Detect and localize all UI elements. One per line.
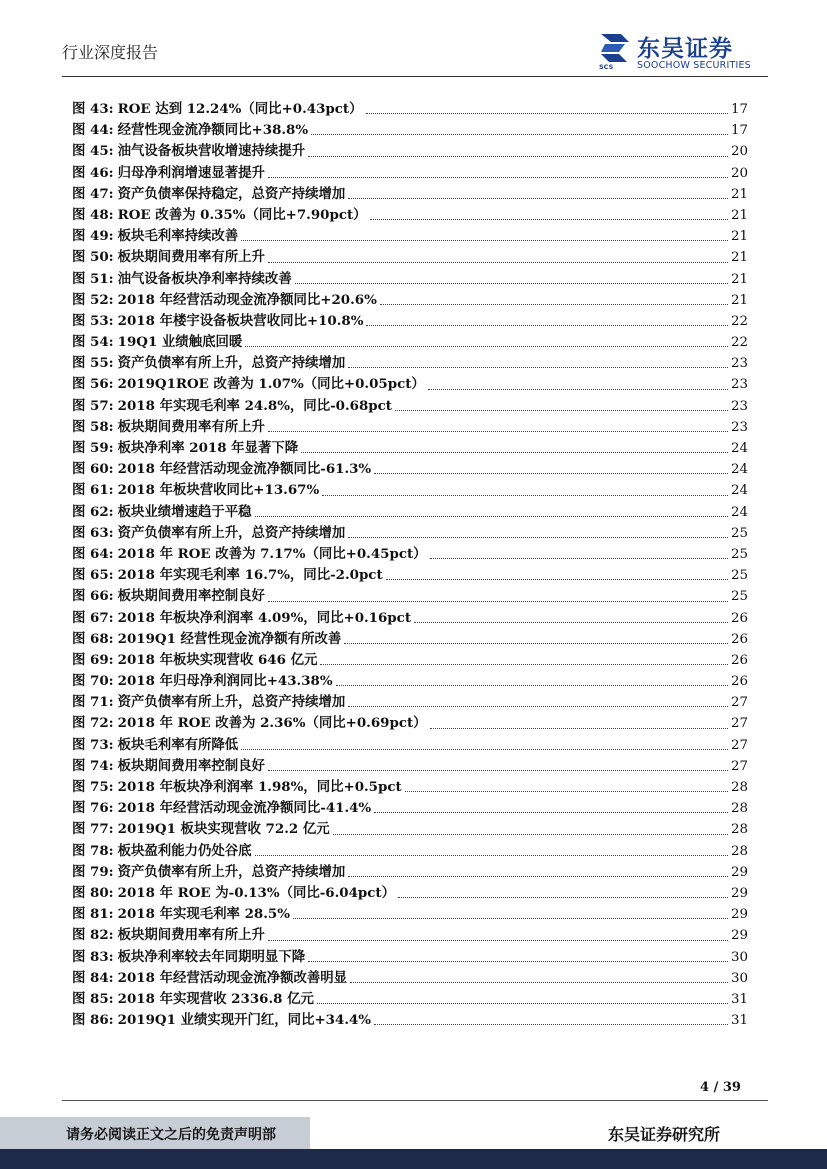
- toc-leader-dots: [255, 515, 728, 517]
- toc-leader-dots: [348, 705, 728, 707]
- toc-entry[interactable]: [72, 98, 748, 119]
- toc-page-number: 28: [730, 843, 748, 859]
- brand-logo: [597, 30, 767, 74]
- toc-entry[interactable]: [72, 755, 748, 776]
- toc-figure-title: 2018 年实现毛利率 16.7%，同比-2.0pct: [117, 567, 383, 584]
- toc-page-number: 24: [730, 441, 748, 456]
- toc-figure-number: 图 76:: [72, 800, 114, 817]
- toc-figure-number: 图 57:: [72, 397, 114, 414]
- toc-figure-title: 2018 年 ROE 为-0.13%（同比-6.04pct）: [117, 884, 396, 901]
- toc-page-number: 23: [730, 419, 748, 435]
- toc-entry[interactable]: [72, 818, 748, 839]
- toc-page-number: 23: [730, 356, 748, 372]
- toc-entry[interactable]: [72, 691, 748, 712]
- disclaimer-note: 请务必阅读正文之后的免责声明部: [66, 1127, 276, 1143]
- toc-figure-title: 板块毛利率持续改善: [117, 228, 239, 245]
- toc-page-number: 24: [730, 483, 748, 499]
- toc-figure-number: 图 51:: [72, 270, 114, 287]
- toc-entry[interactable]: [72, 924, 748, 945]
- toc-leader-dots: [395, 409, 728, 411]
- toc-entry[interactable]: [72, 882, 748, 903]
- toc-figure-title: 资产负债率保持稳定，总资产持续增加: [117, 185, 346, 202]
- bottom-band: [0, 1149, 827, 1169]
- toc-figure-number: 图 53:: [72, 312, 114, 329]
- toc-leader-dots: [348, 536, 728, 538]
- toc-figure-number: 图 68:: [72, 630, 114, 647]
- page-number: 4 / 39: [700, 1080, 741, 1095]
- toc-entry[interactable]: [72, 585, 748, 606]
- toc-figure-title: 板块期间费用率控制良好: [117, 757, 265, 774]
- toc-figure-number: 图 86:: [72, 1012, 114, 1029]
- toc-leader-dots: [322, 494, 728, 496]
- toc-figure-title: 2018 年板块营收同比+13.67%: [117, 482, 320, 499]
- toc-figure-title: 经营性现金流净额同比+38.8%: [117, 122, 309, 139]
- toc-figure-number: 图 71:: [72, 694, 114, 711]
- toc-page-number: 29: [730, 885, 748, 901]
- toc-page-number: 24: [730, 462, 748, 478]
- toc-figure-number: 图 62:: [72, 503, 114, 520]
- toc-figure-title: 2018 年板块净利润率 4.09%，同比+0.16pct: [117, 609, 412, 626]
- toc-page-number: 31: [730, 1013, 748, 1029]
- toc-figure-number: 图 60:: [72, 461, 114, 478]
- toc-figure-title: 2019Q1 经营性现金流净额有所改善: [117, 630, 342, 647]
- toc-figure-number: 图 72:: [72, 715, 114, 732]
- toc-page-number: 28: [730, 801, 748, 817]
- toc-leader-dots: [348, 366, 728, 368]
- toc-figure-title: 板块期间费用率控制良好: [117, 588, 265, 605]
- toc-figure-number: 图 59:: [72, 440, 114, 456]
- toc-leader-dots: [255, 854, 728, 856]
- toc-leader-dots: [350, 981, 728, 983]
- toc-figure-number: 图 64:: [72, 545, 114, 562]
- toc-figure-number: 图 55:: [72, 355, 114, 372]
- toc-figure-title: ROE 达到 12.24%（同比+0.43pct）: [117, 101, 363, 117]
- toc-leader-dots: [348, 197, 728, 199]
- toc-figure-title: 油气设备板块营收增速持续提升: [117, 143, 306, 160]
- toc-entry[interactable]: [72, 246, 748, 267]
- toc-leader-dots: [380, 303, 728, 305]
- toc-figure-title: 2018 年板块净利润率 1.98%，同比+0.5pct: [117, 779, 402, 795]
- toc-leader-dots: [268, 261, 728, 263]
- toc-entry[interactable]: [72, 501, 748, 522]
- toc-figure-title: 板块期间费用率有所上升: [117, 418, 265, 435]
- toc-figure-number: 图 73:: [72, 736, 114, 753]
- toc-figure-title: 2018 年 ROE 改善为 2.36%（同比+0.69pct）: [117, 715, 427, 732]
- toc-leader-dots: [374, 811, 728, 813]
- toc-entry[interactable]: [72, 946, 748, 967]
- toc-figure-number: 图 45:: [72, 143, 114, 160]
- toc-entry[interactable]: [72, 903, 748, 924]
- toc-page-number: 25: [730, 589, 748, 605]
- toc-page-number: 30: [730, 970, 748, 986]
- toc-figure-number: 图 77:: [72, 821, 114, 838]
- toc-page-number: 21: [730, 229, 748, 245]
- toc-leader-dots: [374, 1023, 728, 1025]
- toc-figure-title: 2018 年实现毛利率 24.8%，同比-0.68pct: [117, 397, 392, 414]
- toc-figure-number: 图 48:: [72, 206, 114, 223]
- figure-index-list: [72, 98, 748, 1030]
- soochow-logo-icon: [597, 30, 633, 70]
- toc-entry[interactable]: [72, 289, 748, 310]
- toc-entry[interactable]: [72, 373, 748, 394]
- toc-figure-title: 2018 年楼宇设备板块营收同比+10.8%: [117, 312, 364, 329]
- toc-page-number: 27: [730, 737, 748, 753]
- toc-page-number: 25: [730, 546, 748, 562]
- toc-figure-number: 图 58:: [72, 418, 114, 435]
- toc-figure-title: 2019Q1 业绩实现开门红，同比+34.4%: [117, 1012, 372, 1029]
- toc-page-number: 27: [730, 695, 748, 711]
- toc-figure-title: 2018 年实现毛利率 28.5%: [117, 906, 290, 923]
- toc-entry[interactable]: [72, 607, 748, 628]
- institute-name: 东吴证券研究所: [608, 1125, 721, 1144]
- toc-leader-dots: [430, 557, 728, 559]
- toc-figure-title: 油气设备板块净利率持续改善: [117, 270, 292, 287]
- logo-english-name: SOOCHOW SECURITIES: [637, 60, 751, 71]
- toc-figure-title: 板块期间费用率有所上升: [117, 249, 265, 266]
- toc-leader-dots: [430, 727, 728, 729]
- toc-leader-dots: [301, 451, 728, 453]
- toc-page-number: 30: [730, 949, 748, 965]
- toc-leader-dots: [374, 472, 728, 474]
- toc-page-number: 21: [730, 292, 748, 308]
- toc-entry[interactable]: [72, 479, 748, 500]
- toc-entry[interactable]: [72, 797, 748, 818]
- toc-page-number: 29: [730, 864, 748, 880]
- toc-page-number: 26: [730, 674, 748, 690]
- toc-page-number: 26: [730, 631, 748, 647]
- toc-entry[interactable]: [72, 861, 748, 882]
- toc-entry[interactable]: [72, 437, 748, 458]
- toc-figure-title: 2018 年归母净利润同比+43.38%: [117, 673, 333, 690]
- toc-figure-title: 2018 年经营活动现金流净额同比-61.3%: [117, 461, 372, 478]
- toc-figure-number: 图 70:: [72, 673, 114, 690]
- toc-leader-dots: [308, 960, 728, 962]
- toc-page-number: 25: [730, 525, 748, 541]
- toc-page-number: 28: [730, 780, 748, 795]
- toc-figure-number: 图 63:: [72, 524, 114, 541]
- toc-entry[interactable]: [72, 225, 748, 246]
- toc-figure-number: 图 67:: [72, 609, 114, 626]
- toc-leader-dots: [333, 833, 728, 835]
- toc-leader-dots: [344, 642, 728, 644]
- toc-figure-number: 图 81:: [72, 906, 114, 923]
- toc-entry[interactable]: [72, 712, 748, 733]
- toc-entry[interactable]: [72, 458, 748, 479]
- toc-figure-title: 资产负债率有所上升，总资产持续增加: [117, 694, 346, 711]
- toc-figure-number: 图 61:: [72, 482, 114, 499]
- toc-entry[interactable]: [72, 204, 748, 225]
- toc-leader-dots: [241, 748, 728, 750]
- toc-leader-dots: [320, 663, 728, 665]
- toc-leader-dots: [241, 239, 728, 241]
- toc-entry[interactable]: [72, 564, 748, 585]
- toc-figure-title: 2018 年实现营收 2336.8 亿元: [117, 990, 314, 1007]
- toc-page-number: 29: [730, 928, 748, 944]
- toc-entry[interactable]: [72, 331, 748, 352]
- toc-leader-dots: [293, 917, 728, 919]
- toc-figure-number: 图 79:: [72, 863, 114, 880]
- toc-page-number: 27: [730, 716, 748, 732]
- toc-page-number: 25: [730, 568, 748, 584]
- toc-figure-title: ROE 改善为 0.35%（同比+7.90pct）: [117, 206, 367, 223]
- toc-page-number: 17: [730, 102, 748, 117]
- toc-figure-number: 图 65:: [72, 567, 114, 584]
- toc-figure-title: 板块净利率 2018 年显著下降: [117, 440, 299, 456]
- toc-page-number: 31: [730, 991, 748, 1007]
- toc-entry[interactable]: [72, 268, 748, 289]
- toc-figure-number: 图 49:: [72, 228, 114, 245]
- toc-leader-dots: [414, 621, 728, 623]
- toc-figure-number: 图 83:: [72, 948, 114, 965]
- toc-leader-dots: [398, 896, 728, 898]
- toc-page-number: 17: [730, 123, 748, 139]
- toc-figure-title: 2019Q1 板块实现营收 72.2 亿元: [117, 821, 330, 838]
- toc-leader-dots: [366, 324, 728, 326]
- toc-leader-dots: [428, 388, 728, 390]
- toc-entry[interactable]: [72, 162, 748, 183]
- toc-figure-title: 板块盈利能力仍处谷底: [117, 842, 252, 859]
- toc-entry[interactable]: [72, 670, 748, 691]
- toc-figure-title: 资产负债率有所上升，总资产持续增加: [117, 863, 346, 880]
- toc-leader-dots: [308, 155, 728, 157]
- toc-entry[interactable]: [72, 522, 748, 543]
- toc-leader-dots: [268, 939, 728, 941]
- toc-leader-dots: [268, 769, 728, 771]
- toc-page-number: 21: [730, 186, 748, 202]
- toc-figure-number: 图 54:: [72, 334, 114, 351]
- toc-entry[interactable]: [72, 628, 748, 649]
- toc-leader-dots: [386, 578, 728, 580]
- toc-page-number: 28: [730, 822, 748, 838]
- toc-figure-number: 图 52:: [72, 291, 114, 308]
- toc-entry[interactable]: [72, 119, 748, 140]
- toc-figure-title: 2018 年 ROE 改善为 7.17%（同比+0.45pct）: [117, 545, 427, 562]
- footer-divider: [62, 1100, 768, 1101]
- toc-page-number: 22: [730, 335, 748, 351]
- logo-chinese-name: 东吴证券: [637, 36, 733, 62]
- toc-figure-number: 图 78:: [72, 842, 114, 859]
- toc-entry[interactable]: [72, 310, 748, 331]
- toc-figure-number: 图 50:: [72, 249, 114, 266]
- toc-figure-title: 2018 年板块实现营收 646 亿元: [117, 651, 318, 668]
- toc-figure-number: 图 75:: [72, 779, 114, 795]
- toc-page-number: 26: [730, 652, 748, 668]
- toc-figure-title: 板块期间费用率有所上升: [117, 927, 265, 944]
- toc-figure-title: 2018 年经营活动现金流净额同比-41.4%: [117, 800, 372, 817]
- toc-page-number: 20: [730, 144, 748, 160]
- toc-page-number: 21: [730, 271, 748, 287]
- toc-figure-number: 图 47:: [72, 185, 114, 202]
- toc-figure-title: 2019Q1ROE 改善为 1.07%（同比+0.05pct）: [117, 376, 425, 393]
- toc-page-number: 24: [730, 504, 748, 520]
- toc-page-number: 23: [730, 377, 748, 393]
- toc-entry[interactable]: [72, 776, 748, 797]
- toc-entry[interactable]: [72, 543, 748, 564]
- toc-entry[interactable]: [72, 1009, 748, 1030]
- toc-entry[interactable]: [72, 967, 748, 988]
- toc-page-number: 27: [730, 758, 748, 774]
- toc-page-number: 22: [730, 313, 748, 329]
- toc-figure-number: 图 84:: [72, 969, 114, 986]
- toc-page-number: 26: [730, 610, 748, 626]
- toc-figure-number: 图 82:: [72, 927, 114, 944]
- toc-figure-number: 图 69:: [72, 651, 114, 668]
- toc-leader-dots: [348, 875, 728, 877]
- toc-figure-number: 图 80:: [72, 884, 114, 901]
- toc-figure-title: 板块业绩增速趋于平稳: [117, 503, 252, 520]
- toc-figure-title: 资产负债率有所上升，总资产持续增加: [117, 524, 346, 541]
- header-divider: [62, 76, 768, 77]
- toc-leader-dots: [311, 133, 728, 135]
- toc-figure-number: 图 85:: [72, 990, 114, 1007]
- toc-figure-number: 图 43:: [72, 101, 114, 117]
- toc-leader-dots: [366, 112, 728, 114]
- toc-leader-dots: [405, 790, 728, 792]
- toc-page-number: 23: [730, 398, 748, 414]
- toc-page-number: 21: [730, 250, 748, 266]
- toc-leader-dots: [370, 218, 728, 220]
- toc-entry[interactable]: [72, 840, 748, 861]
- toc-leader-dots: [245, 345, 728, 347]
- toc-entry[interactable]: [72, 988, 748, 1009]
- toc-leader-dots: [268, 600, 728, 602]
- toc-entry[interactable]: [72, 734, 748, 755]
- toc-figure-title: 板块毛利率有所降低: [117, 736, 239, 753]
- toc-leader-dots: [317, 1002, 728, 1004]
- toc-leader-dots: [295, 282, 728, 284]
- toc-figure-number: 图 44:: [72, 122, 114, 139]
- toc-figure-title: 板块净利率较去年同期明显下降: [117, 948, 306, 965]
- toc-entry[interactable]: [72, 649, 748, 670]
- report-type-label: 行业深度报告: [62, 43, 159, 62]
- toc-page-number: 29: [730, 907, 748, 923]
- toc-leader-dots: [268, 176, 728, 178]
- toc-figure-title: 2018 年经营活动现金流净额同比+20.6%: [117, 291, 377, 308]
- toc-figure-number: 图 66:: [72, 588, 114, 605]
- toc-page-number: 20: [730, 165, 748, 181]
- toc-figure-number: 图 56:: [72, 376, 114, 393]
- toc-entry[interactable]: [72, 395, 748, 416]
- toc-leader-dots: [268, 430, 728, 432]
- toc-figure-title: 资产负债率有所上升，总资产持续增加: [117, 355, 346, 372]
- toc-figure-number: 图 46:: [72, 164, 114, 181]
- toc-entry[interactable]: [72, 352, 748, 373]
- toc-page-number: 21: [730, 207, 748, 223]
- logo-abbr: SCS: [599, 63, 614, 70]
- toc-figure-number: 图 74:: [72, 757, 114, 774]
- toc-entry[interactable]: [72, 416, 748, 437]
- toc-figure-title: 归母净利润增速显著提升: [117, 164, 265, 181]
- toc-figure-title: 2018 年经营活动现金流净额改善明显: [117, 969, 348, 986]
- toc-entry[interactable]: [72, 183, 748, 204]
- toc-leader-dots: [336, 684, 728, 686]
- toc-figure-title: 19Q1 业绩触底回暖: [117, 334, 243, 351]
- toc-entry[interactable]: [72, 140, 748, 161]
